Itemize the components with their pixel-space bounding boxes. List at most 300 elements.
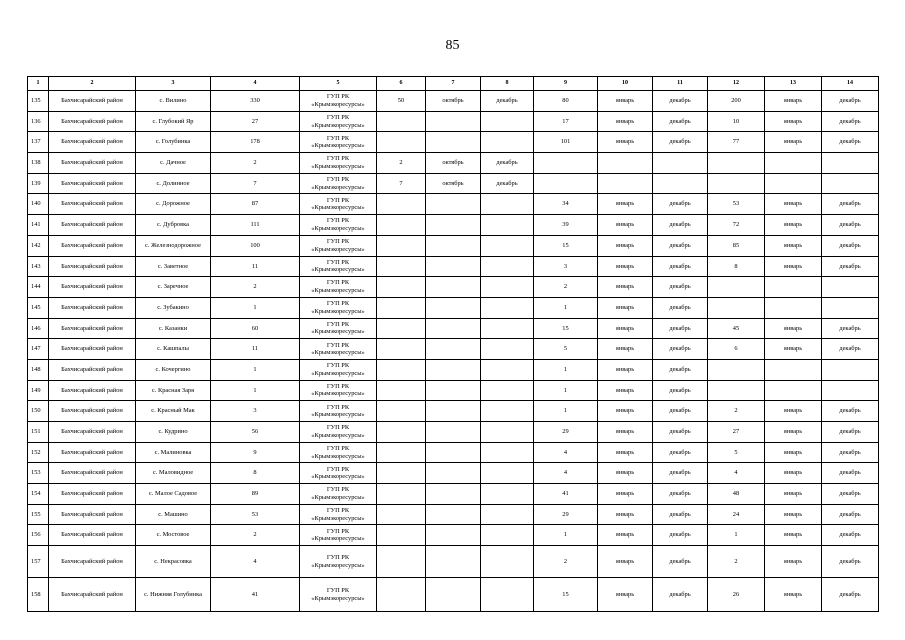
table-cell: ГУП РК «Крымэкоресурсы» (300, 153, 377, 174)
table-cell: 2 (211, 525, 300, 546)
table-cell: ГУП РК «Крымэкоресурсы» (300, 215, 377, 236)
table-cell (426, 277, 481, 298)
table-cell: 1 (211, 297, 300, 318)
table-cell: 101 (534, 132, 598, 153)
table-cell: январь (598, 484, 653, 505)
table-cell: октябрь (426, 153, 481, 174)
table-cell: январь (765, 525, 822, 546)
table-cell: декабрь (653, 256, 708, 277)
table-body (28, 91, 879, 612)
table-cell: 11 (211, 256, 300, 277)
table-cell: 3 (211, 401, 300, 422)
table-cell: декабрь (653, 359, 708, 380)
table-cell: с. Вилино (136, 91, 211, 112)
table-cell: Бахчисарайский район (49, 194, 136, 215)
table-cell: с. Некрасовка (136, 546, 211, 578)
table-cell: с. Дачное (136, 153, 211, 174)
table-cell: ГУП РК «Крымэкоресурсы» (300, 525, 377, 546)
table-cell: декабрь (822, 318, 879, 339)
header-row (28, 77, 879, 91)
table-cell: 11 (211, 339, 300, 360)
table-cell (426, 525, 481, 546)
table-cell: декабрь (653, 463, 708, 484)
table-cell (377, 318, 426, 339)
table-cell: январь (765, 504, 822, 525)
table-cell (377, 111, 426, 132)
table-row (28, 359, 879, 380)
table-row (28, 484, 879, 505)
table-cell: январь (598, 422, 653, 443)
table-cell: декабрь (822, 215, 879, 236)
table-cell: декабрь (822, 504, 879, 525)
table-row (28, 380, 879, 401)
table-cell: 7 (211, 173, 300, 194)
table-cell: январь (598, 297, 653, 318)
table-cell: 1 (534, 359, 598, 380)
table-cell: 140 (28, 194, 49, 215)
table-cell (426, 359, 481, 380)
table-cell: 1 (534, 525, 598, 546)
table-cell: 138 (28, 153, 49, 174)
column-header: 14 (822, 77, 879, 91)
table-cell: ГУП РК «Крымэкоресурсы» (300, 194, 377, 215)
table-cell: 6 (708, 339, 765, 360)
page-number: 85 (445, 38, 460, 53)
table-cell (481, 442, 534, 463)
table-cell: 27 (708, 422, 765, 443)
table-cell: 34 (534, 194, 598, 215)
table-cell: 145 (28, 297, 49, 318)
table-cell: 48 (708, 484, 765, 505)
table-cell (377, 484, 426, 505)
table-cell: 15 (534, 235, 598, 256)
table-cell: январь (598, 277, 653, 298)
table-cell: Бахчисарайский район (49, 111, 136, 132)
table-cell: январь (765, 401, 822, 422)
table-cell: ГУП РК «Крымэкоресурсы» (300, 484, 377, 505)
table-cell: январь (598, 463, 653, 484)
table-cell: ГУП РК «Крымэкоресурсы» (300, 339, 377, 360)
table-cell: декабрь (653, 504, 708, 525)
table-cell: декабрь (653, 277, 708, 298)
table-cell: 56 (211, 422, 300, 443)
table-cell: Бахчисарайский район (49, 235, 136, 256)
table-cell: ГУП РК «Крымэкоресурсы» (300, 318, 377, 339)
table-cell (598, 173, 653, 194)
table-cell: с. Заветное (136, 256, 211, 277)
table-cell: январь (765, 422, 822, 443)
table-cell: 100 (211, 235, 300, 256)
table-cell: ГУП РК «Крымэкоресурсы» (300, 578, 377, 612)
table-cell (481, 504, 534, 525)
table-cell (653, 153, 708, 174)
table-cell: 3 (534, 256, 598, 277)
table-cell (534, 173, 598, 194)
table-cell: 41 (534, 484, 598, 505)
table-cell: 10 (708, 111, 765, 132)
table-cell: ГУП РК «Крымэкоресурсы» (300, 111, 377, 132)
table-row (28, 297, 879, 318)
table-cell (481, 578, 534, 612)
table-cell (481, 194, 534, 215)
table-cell: 139 (28, 173, 49, 194)
table-cell: ГУП РК «Крымэкоресурсы» (300, 132, 377, 153)
table-cell: с. Железнодорожное (136, 235, 211, 256)
column-header: 1 (28, 77, 49, 91)
table-cell: декабрь (822, 194, 879, 215)
table-cell: январь (598, 525, 653, 546)
table-cell (426, 215, 481, 236)
table-cell (377, 463, 426, 484)
table-cell: с. Машино (136, 504, 211, 525)
table-cell (426, 401, 481, 422)
table-cell: ГУП РК «Крымэкоресурсы» (300, 277, 377, 298)
table-cell: декабрь (653, 422, 708, 443)
table-cell: с. Кудрино (136, 422, 211, 443)
table-cell: 60 (211, 318, 300, 339)
table-cell: декабрь (481, 153, 534, 174)
table-cell (426, 380, 481, 401)
table-cell: 158 (28, 578, 49, 612)
table-cell: декабрь (822, 422, 879, 443)
table-cell: с. Мостовое (136, 525, 211, 546)
table-cell (426, 235, 481, 256)
table-cell: декабрь (653, 442, 708, 463)
column-header: 6 (377, 77, 426, 91)
table-cell: с. Зубакино (136, 297, 211, 318)
table-cell: январь (598, 318, 653, 339)
table-cell: ГУП РК «Крымэкоресурсы» (300, 256, 377, 277)
table-cell (481, 401, 534, 422)
table-cell: ГУП РК «Крымэкоресурсы» (300, 442, 377, 463)
table-cell: декабрь (653, 380, 708, 401)
table-row (28, 277, 879, 298)
table-cell: Бахчисарайский район (49, 401, 136, 422)
table-cell: 1 (211, 380, 300, 401)
table-cell: 1 (534, 401, 598, 422)
table-cell: Бахчисарайский район (49, 318, 136, 339)
table-cell: январь (598, 442, 653, 463)
table-cell: 27 (211, 111, 300, 132)
table-cell: январь (598, 235, 653, 256)
table-cell: 1 (211, 359, 300, 380)
table-cell: 87 (211, 194, 300, 215)
table-cell: 148 (28, 359, 49, 380)
table-cell: ГУП РК «Крымэкоресурсы» (300, 235, 377, 256)
table-cell: Бахчисарайский район (49, 91, 136, 112)
table-row (28, 504, 879, 525)
table-cell: январь (765, 463, 822, 484)
table-cell: январь (765, 442, 822, 463)
table-cell (481, 546, 534, 578)
table-cell: январь (598, 546, 653, 578)
table-cell (708, 153, 765, 174)
table-cell: 39 (534, 215, 598, 236)
table-cell: 5 (534, 339, 598, 360)
table-cell: январь (598, 91, 653, 112)
table-cell: октябрь (426, 173, 481, 194)
table-cell: с. Заречное (136, 277, 211, 298)
table-cell: 17 (534, 111, 598, 132)
column-header: 8 (481, 77, 534, 91)
table-cell: январь (765, 91, 822, 112)
table-cell: декабрь (653, 235, 708, 256)
table-cell: 53 (708, 194, 765, 215)
table-cell: январь (765, 484, 822, 505)
table-row (28, 215, 879, 236)
table-cell: январь (765, 111, 822, 132)
table-cell: декабрь (653, 401, 708, 422)
table-cell: Бахчисарайский район (49, 546, 136, 578)
column-header: 3 (136, 77, 211, 91)
table-cell: 4 (534, 442, 598, 463)
table-cell: декабрь (822, 91, 879, 112)
table-cell: январь (765, 194, 822, 215)
table-cell: 85 (708, 235, 765, 256)
table-cell: 149 (28, 380, 49, 401)
table-cell (377, 380, 426, 401)
table-cell (377, 578, 426, 612)
table-cell: декабрь (822, 401, 879, 422)
table-cell: декабрь (653, 318, 708, 339)
table-cell: 2 (708, 546, 765, 578)
table-cell: январь (598, 215, 653, 236)
table-cell: Бахчисарайский район (49, 339, 136, 360)
table-cell: с. Дубровка (136, 215, 211, 236)
table-cell: декабрь (822, 484, 879, 505)
table-cell: октябрь (426, 91, 481, 112)
table-row (28, 339, 879, 360)
table-cell: 154 (28, 484, 49, 505)
table-cell: январь (598, 256, 653, 277)
table-cell: с. Кашпалы (136, 339, 211, 360)
table-cell: декабрь (822, 132, 879, 153)
table-cell: Бахчисарайский район (49, 422, 136, 443)
table-row (28, 256, 879, 277)
table-cell (377, 277, 426, 298)
table-cell (426, 546, 481, 578)
table-cell (822, 277, 879, 298)
table-cell (426, 339, 481, 360)
table-cell (426, 318, 481, 339)
table-cell: 156 (28, 525, 49, 546)
table-cell (765, 380, 822, 401)
table-cell (481, 132, 534, 153)
table-cell: 200 (708, 91, 765, 112)
table-cell: январь (598, 359, 653, 380)
table-cell: 155 (28, 504, 49, 525)
table-cell (708, 173, 765, 194)
table-row (28, 132, 879, 153)
table-cell: с. Красный Мак (136, 401, 211, 422)
table-cell: 2 (534, 546, 598, 578)
table-cell: ГУП РК «Крымэкоресурсы» (300, 380, 377, 401)
table-cell: январь (598, 380, 653, 401)
table-cell: ГУП РК «Крымэкоресурсы» (300, 504, 377, 525)
table-cell: декабрь (481, 173, 534, 194)
table-cell (426, 422, 481, 443)
table-cell: 4 (708, 463, 765, 484)
column-header: 5 (300, 77, 377, 91)
table-cell (377, 525, 426, 546)
table-cell: 24 (708, 504, 765, 525)
table-cell (481, 215, 534, 236)
column-header: 2 (49, 77, 136, 91)
table-cell (377, 132, 426, 153)
table-cell (377, 442, 426, 463)
table-cell (426, 194, 481, 215)
table-cell: 15 (534, 578, 598, 612)
table-cell: ГУП РК «Крымэкоресурсы» (300, 546, 377, 578)
table-cell: с. Голубинка (136, 132, 211, 153)
table-cell: 2 (211, 277, 300, 298)
table-row (28, 194, 879, 215)
table-cell: Бахчисарайский район (49, 525, 136, 546)
table-row (28, 235, 879, 256)
table-cell: январь (765, 318, 822, 339)
table-cell: с. Малое Садовое (136, 484, 211, 505)
table-cell: январь (598, 339, 653, 360)
table-cell: январь (765, 546, 822, 578)
table-cell: 8 (211, 463, 300, 484)
column-header: 12 (708, 77, 765, 91)
table-cell: декабрь (822, 256, 879, 277)
table-cell: 2 (534, 277, 598, 298)
table-cell: 2 (211, 153, 300, 174)
table-cell: 29 (534, 422, 598, 443)
table-cell (822, 173, 879, 194)
column-header: 4 (211, 77, 300, 91)
table-cell: 50 (377, 91, 426, 112)
table-row (28, 546, 879, 578)
table-row (28, 422, 879, 443)
table-cell (426, 297, 481, 318)
table-cell: 178 (211, 132, 300, 153)
table-cell (481, 111, 534, 132)
table-cell: январь (765, 132, 822, 153)
table-cell: декабрь (653, 578, 708, 612)
table-cell (481, 380, 534, 401)
table-cell (426, 484, 481, 505)
table-cell: декабрь (481, 91, 534, 112)
table-cell: 2 (708, 401, 765, 422)
table-cell: январь (598, 504, 653, 525)
table-cell (377, 235, 426, 256)
table-cell (765, 297, 822, 318)
table-cell: декабрь (653, 484, 708, 505)
table-row (28, 111, 879, 132)
table-cell: 330 (211, 91, 300, 112)
table-cell: 72 (708, 215, 765, 236)
column-header: 10 (598, 77, 653, 91)
column-header: 11 (653, 77, 708, 91)
table-cell (481, 484, 534, 505)
table-header (28, 77, 879, 91)
table-cell: с. Глубокий Яр (136, 111, 211, 132)
table-cell (481, 297, 534, 318)
table-row (28, 525, 879, 546)
table-cell: Бахчисарайский район (49, 380, 136, 401)
table-cell: 77 (708, 132, 765, 153)
table-cell: декабрь (822, 578, 879, 612)
table-cell: 9 (211, 442, 300, 463)
table-cell: Бахчисарайский район (49, 578, 136, 612)
table-row (28, 91, 879, 112)
table-cell (377, 256, 426, 277)
table-cell: 157 (28, 546, 49, 578)
table-cell (822, 380, 879, 401)
table-cell (481, 422, 534, 443)
table-cell: декабрь (653, 546, 708, 578)
table-cell: 143 (28, 256, 49, 277)
table-row (28, 442, 879, 463)
table-row (28, 173, 879, 194)
table-cell (708, 297, 765, 318)
table-cell: с. Малиновка (136, 442, 211, 463)
table-cell (377, 297, 426, 318)
table-cell (822, 359, 879, 380)
table-cell (377, 401, 426, 422)
table-cell: с. Нижняя Голубинка (136, 578, 211, 612)
table-cell: Бахчисарайский район (49, 153, 136, 174)
table-cell: с. Казанки (136, 318, 211, 339)
column-header: 13 (765, 77, 822, 91)
table-cell: 41 (211, 578, 300, 612)
table-cell: Бахчисарайский район (49, 173, 136, 194)
table-cell: 146 (28, 318, 49, 339)
table-cell: Бахчисарайский район (49, 132, 136, 153)
table-cell: декабрь (653, 215, 708, 236)
table-cell: декабрь (822, 546, 879, 578)
table-cell: декабрь (822, 339, 879, 360)
table-cell: декабрь (822, 111, 879, 132)
table-cell: с. Красная Заря (136, 380, 211, 401)
table-cell: 2 (377, 153, 426, 174)
table-cell: 141 (28, 215, 49, 236)
table-cell (426, 504, 481, 525)
table-cell (534, 153, 598, 174)
table-cell: декабрь (822, 525, 879, 546)
table-cell (426, 578, 481, 612)
table-cell: 1 (708, 525, 765, 546)
table-cell: Бахчисарайский район (49, 297, 136, 318)
table-cell: Бахчисарайский район (49, 504, 136, 525)
table-cell: 80 (534, 91, 598, 112)
table-cell (426, 463, 481, 484)
table-cell: 53 (211, 504, 300, 525)
table-cell: 7 (377, 173, 426, 194)
table-cell (426, 442, 481, 463)
table-cell: с. Долинное (136, 173, 211, 194)
table-cell: с. Кочергино (136, 359, 211, 380)
table-cell (481, 235, 534, 256)
table-cell (377, 215, 426, 236)
table-cell: с. Маловидное (136, 463, 211, 484)
table-cell: 15 (534, 318, 598, 339)
table-cell (481, 277, 534, 298)
table-cell: декабрь (653, 91, 708, 112)
table-cell: декабрь (653, 525, 708, 546)
table-cell: Бахчисарайский район (49, 442, 136, 463)
table-cell: январь (598, 132, 653, 153)
table-cell: 4 (211, 546, 300, 578)
table-cell: ГУП РК «Крымэкоресурсы» (300, 173, 377, 194)
table-cell: январь (598, 111, 653, 132)
table-cell: 152 (28, 442, 49, 463)
table-cell: 8 (708, 256, 765, 277)
table-cell: декабрь (653, 297, 708, 318)
table-cell: 144 (28, 277, 49, 298)
